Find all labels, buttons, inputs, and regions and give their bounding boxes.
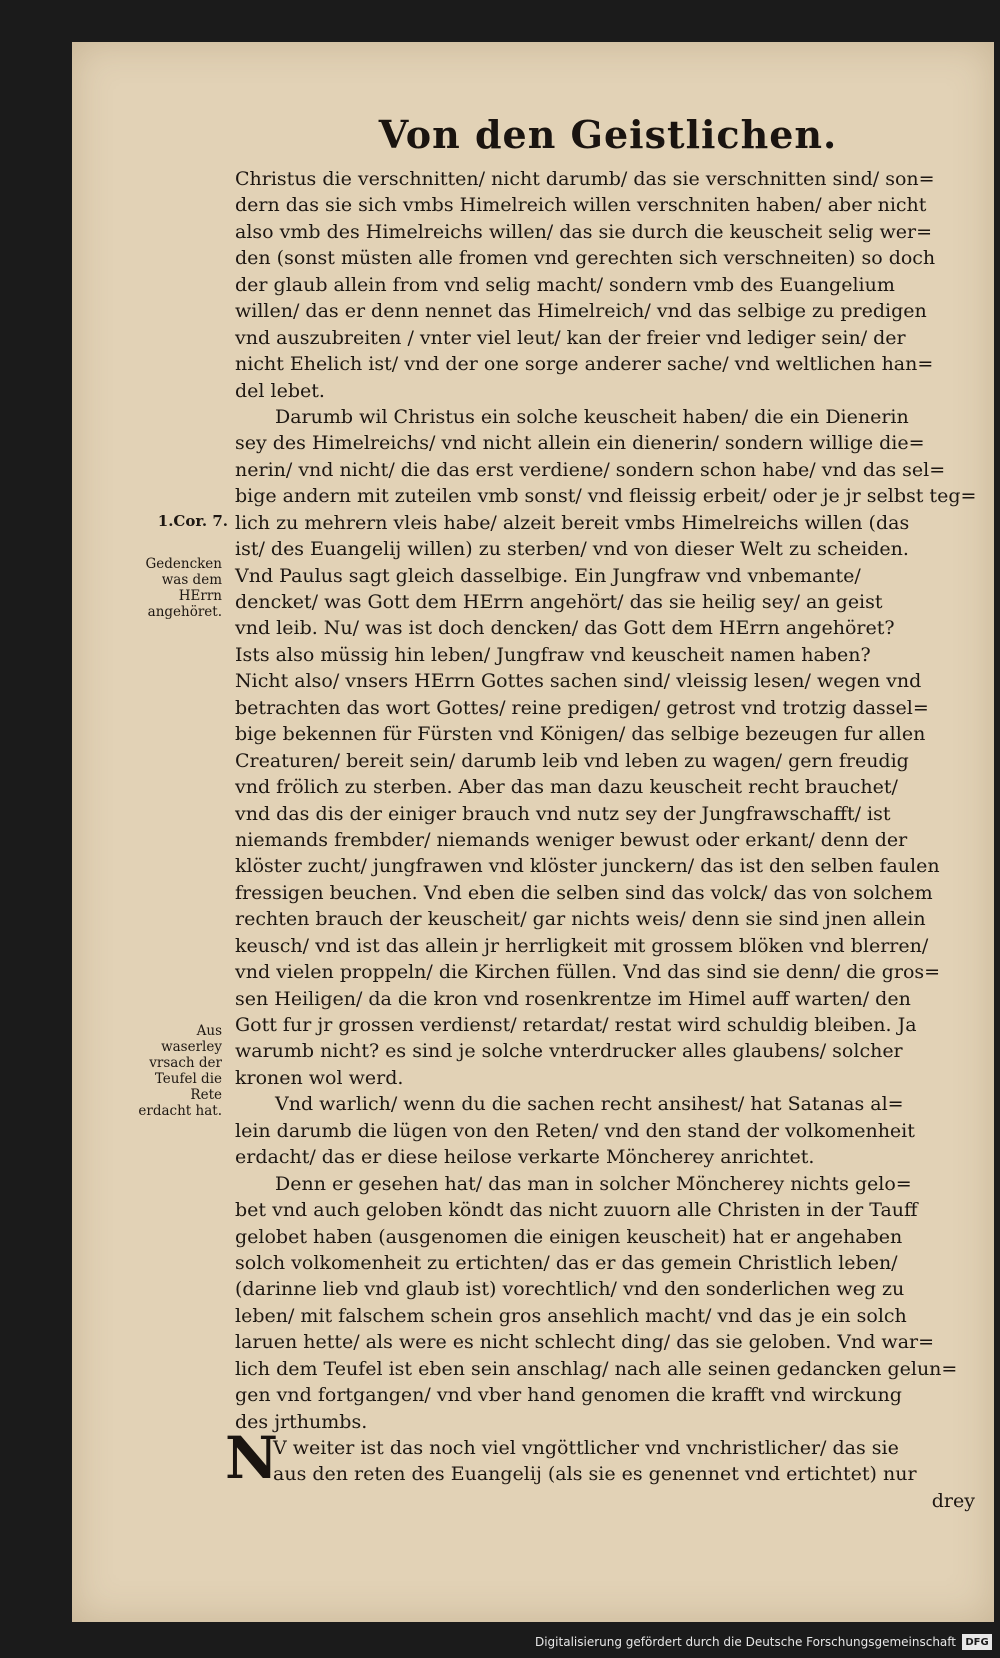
body-text	[225, 166, 977, 1514]
text-line: sey des Himelreichs/ vnd nicht allein ein dienerin/ sondern willige die=	[235, 432, 925, 455]
text-line: sen Heiligen/ da die kron vnd rosenkrentze im Himel auff warten/ den	[235, 987, 911, 1010]
text-line: kronen wol werd.	[235, 1066, 404, 1089]
paragraph-2	[235, 404, 975, 1091]
text-line: nicht Ehelich ist/ vnd der one sorge anderer sache/ vnd weltlichen han=	[235, 353, 934, 376]
text-line: ist/ des Euangelij willen) zu sterben/ vnd von dieser Welt zu scheiden.	[235, 538, 909, 561]
text-line: aus den reten des Euangelij (als sie es genennet vnd ertichtet) nur	[273, 1463, 917, 1486]
paragraph-4	[235, 1171, 975, 1435]
scanned-page	[72, 42, 994, 1622]
text-line: vnd vielen proppeln/ die Kirchen füllen. Vnd das sind sie denn/ die gros=	[235, 961, 941, 984]
text-line: Denn er gesehen hat/ das man in solcher Möncherey nichts gelo=	[275, 1172, 912, 1195]
text-line: Vnd warlich/ wenn du die sachen recht ansihest/ hat Satanas al=	[275, 1093, 904, 1116]
text-line: lich zu mehrern vleis habe/ alzeit bereit vmbs Himelreichs willen (das	[235, 511, 910, 534]
text-line: den (sonst müsten alle fromen vnd gerechten sich verschneiten) so doch	[235, 247, 936, 270]
dfg-logo: DFG	[962, 1634, 992, 1650]
text-line: Gott fur jr grossen verdienst/ retardat/ restat wird schuldig bleiben. Ja	[235, 1014, 917, 1036]
text-line: Creaturen/ bereit sein/ darumb leib vnd leben zu wagen/ gern freudig	[235, 749, 909, 772]
text-line: leben/ mit falschem schein gros ansehlich macht/ vnd das je ein solch	[235, 1304, 907, 1327]
text-line: dern das sie sich vmbs Himelreich willen verschniten haben/ aber nicht	[235, 194, 927, 217]
text-line: Vnd Paulus sagt gleich dasselbige. Ein Jungfraw vnd vnbemante/	[235, 564, 861, 587]
paragraph-5	[225, 1424, 975, 1514]
text-line: des jrthumbs.	[235, 1410, 368, 1433]
line-text: V weiter ist das noch viel vngöttlicher vnd vnchristlicher/ das sie	[273, 1437, 899, 1459]
text-line: rechten brauch der keuscheit/ gar nichts weis/ denn sie sind jnen allein	[235, 908, 926, 931]
text-line: vnd frölich zu sterben. Aber das man dazu keuscheit recht brauchet/	[235, 776, 898, 799]
text-line: erdacht/ das er diese heilose verkarte Möncherey anrichtet.	[235, 1146, 815, 1169]
running-title: Von den Geistlichen.	[378, 112, 838, 157]
margin-note-gedencken: Gedencken was dem HErrn angehöret.	[145, 556, 222, 620]
text-line: willen/ das er denn nennet das Himelreich/ vnd das selbige zu predigen	[235, 300, 927, 323]
text-line: dencket/ was Gott dem HErrn angehört/ das sie heilig sey/ an geist	[235, 591, 883, 613]
drop-cap-initial: N	[225, 1424, 279, 1492]
text-line: also vmb des Himelreichs willen/ das sie durch die keuscheit selig wer=	[235, 220, 933, 243]
paragraph-1	[235, 166, 975, 404]
text-line: vnd leib. Nu/ was ist doch dencken/ das Gott dem HErrn angehöret?	[235, 617, 895, 640]
margin-note-teufel: Aus waserley vrsach der Teufel die Rete erdacht hat.	[138, 1023, 222, 1119]
text-line: bet vnd auch geloben köndt das nicht zuuorn alle Christen in der Tauff	[235, 1199, 918, 1222]
text-line: lich dem Teufel ist eben sein anschlag/ nach alle seinen gedancken gelun=	[235, 1357, 958, 1380]
text-line: gelobet haben (ausgenomen die einigen keuscheit) hat er angehaben	[235, 1225, 903, 1248]
text-line: der glaub allein from vnd selig macht/ sondern vmb des Euangelium	[235, 273, 895, 296]
text-line: (darinne lieb vnd glaub ist) vorechtlich/ vnd den sonderlichen weg zu	[235, 1278, 905, 1301]
margin-note-citation: 1.Cor. 7.	[157, 512, 228, 530]
text-line: del lebet.	[235, 379, 325, 402]
text-line: Darumb wil Christus ein solche keuscheit haben/ die ein Dienerin	[275, 405, 909, 428]
funding-credit: Digitalisierung gefördert durch die Deutsche Forschungsgemeinschaft	[534, 1635, 956, 1649]
text-line: nerin/ vnd nicht/ die das erst verdiene/ sondern schon habe/ vnd das sel=	[235, 458, 946, 481]
paragraph-3	[235, 1091, 975, 1170]
text-line: gen vnd fortgangen/ vnd vber hand genomen die krafft vnd wirckung	[235, 1384, 902, 1407]
text-line: klöster zucht/ jungfrawen vnd klöster junckern/ das ist den selben faulen	[235, 855, 940, 878]
text-line: lein darumb die lügen von den Reten/ vnd den stand der volkomenheit	[235, 1119, 915, 1142]
text-line: bige andern mit zuteilen vmb sonst/ vnd fleissig erbeit/ oder je jr selbst teg=	[235, 485, 977, 508]
text-line: solch volkomenheit zu ertichten/ das er das gemein Christlich leben/	[235, 1251, 898, 1274]
text-line: warumb nicht? es sind je solche vnterdrucker alles glaubens/ solcher	[235, 1040, 903, 1063]
text-line: Nicht also/ vnsers HErrn Gottes sachen sind/ vleissig lesen/ wegen vnd	[235, 670, 922, 693]
text-line: betrachten das wort Gottes/ reine predigen/ getrost vnd trotzig dassel=	[235, 696, 929, 719]
text-line: Christus die verschnitten/ nicht darumb/ das sie verschnitten sind/ son=	[235, 168, 935, 190]
text-line: keusch/ vnd ist das allein jr herrligkeit mit grossem blöken vnd blerren/	[235, 934, 929, 957]
text-line: fressigen beuchen. Vnd eben die selben sind das volck/ das von solchem	[235, 881, 933, 904]
text-line: laruen hette/ als were es nicht schlecht ding/ das sie geloben. Vnd war=	[235, 1331, 935, 1354]
text-line: vnd das dis der einiger brauch vnd nutz sey der Jungfrawschafft/ ist	[235, 802, 891, 825]
text-line: Ists also müssig hin leben/ Jungfraw vnd keuscheit namen haben?	[235, 643, 871, 666]
catchword: drey	[931, 1489, 975, 1512]
text-line: vnd auszubreiten / vnter viel leut/ kan der freier vnd lediger sein/ der	[235, 326, 906, 349]
text-line: bige bekennen für Fürsten vnd Königen/ das selbige bezeugen fur allen	[235, 723, 926, 746]
footer-bar	[0, 1622, 1000, 1658]
text-line: niemands frembder/ niemands weniger bewust oder erkant/ denn der	[235, 828, 908, 851]
